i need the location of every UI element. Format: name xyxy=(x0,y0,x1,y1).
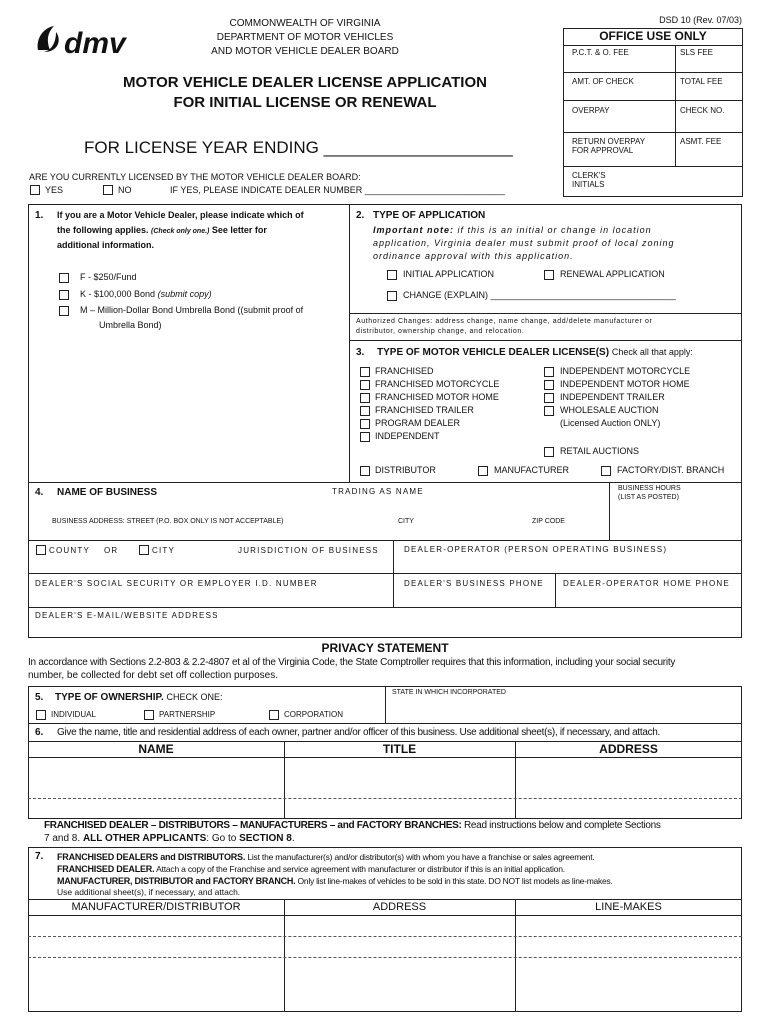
manufacturer-row-1[interactable] xyxy=(29,916,741,936)
agency-line-1: COMMONWEALTH OF VIRGINIA xyxy=(229,18,381,29)
agency-line-3: AND MOTOR VEHICLE DEALER BOARD xyxy=(211,46,399,57)
section-2-note-1: Important note: if this is an initial or change in location xyxy=(373,225,652,235)
option-f-label: F - $250/Fund xyxy=(80,272,137,282)
clerks-label: CLERK'S xyxy=(572,171,606,180)
license-independent: INDEPENDENT xyxy=(375,431,440,441)
section-3-number: 3. xyxy=(356,347,365,358)
jurisdiction-label: JURISDICTION OF BUSINESS xyxy=(238,546,379,555)
section-2-number: 2. xyxy=(356,210,365,221)
independent-motor-home-checkbox[interactable] xyxy=(544,380,554,390)
owner-row-1[interactable] xyxy=(29,758,741,798)
no-label: NO xyxy=(118,185,132,195)
manufacturer-row-3[interactable] xyxy=(29,958,741,1011)
office-use-title: OFFICE USE ONLY xyxy=(599,29,707,43)
col-address-header: ADDRESS xyxy=(599,742,658,756)
city-option-label: CITY xyxy=(152,546,176,555)
license-franchised-motorcycle: FRANCHISED MOTORCYCLE xyxy=(375,379,500,389)
license-franchised-motor-home: FRANCHISED MOTOR HOME xyxy=(375,392,499,402)
form-title-line-2: FOR INITIAL LICENSE OR RENEWAL xyxy=(173,94,437,111)
or-label: OR xyxy=(104,546,119,555)
section-4-title: NAME OF BUSINESS xyxy=(57,487,158,498)
license-manufacturer: MANUFACTURER xyxy=(494,465,570,475)
option-m-label-1: M – Million-Dollar Bond Umbrella Bond ((submit proof of xyxy=(80,305,304,315)
agency-line-2: DEPARTMENT OF MOTOR VEHICLES xyxy=(216,32,394,43)
section-2-note-3: ordinance approval with this application. xyxy=(373,251,574,261)
privacy-line-2: number, be collected for debt set off collection purposes. xyxy=(28,670,278,681)
independent-checkbox[interactable] xyxy=(360,432,370,442)
city-label: CITY xyxy=(398,518,414,525)
dealer-number-field[interactable]: IF YES, PLEASE INDICATE DEALER NUMBER ____________________________ xyxy=(170,185,505,195)
license-franchised: FRANCHISED xyxy=(375,366,434,376)
currently-licensed-question: ARE YOU CURRENTLY LICENSED BY THE MOTOR VEHICLE DEALER BOARD: xyxy=(29,172,361,182)
col-mfr-address-header: ADDRESS xyxy=(372,901,427,913)
franchised-motor-home-checkbox[interactable] xyxy=(360,393,370,403)
yes-checkbox[interactable] xyxy=(30,185,40,195)
license-independent-motorcycle: INDEPENDENT MOTORCYCLE xyxy=(560,366,691,376)
col-manufacturer-header: MANUFACTURER/DISTRIBUTOR xyxy=(71,901,241,913)
program-dealer-checkbox[interactable] xyxy=(360,419,370,429)
yes-label: YES xyxy=(45,185,64,195)
check-no-label: CHECK NO. xyxy=(680,106,725,115)
county-checkbox[interactable] xyxy=(36,545,46,555)
pct-fee-label: P.C.T. & O. FEE xyxy=(572,48,629,57)
section-7-line-1: FRANCHISED DEALERS and DISTRIBUTORS. List the manufacturer(s) and/or distributor(s) with whom you have a franchise or sales agreement. xyxy=(57,852,595,862)
trading-as-label: TRADING AS NAME xyxy=(332,487,424,496)
renewal-application-label: RENEWAL APPLICATION xyxy=(560,269,665,279)
corporation-checkbox[interactable] xyxy=(269,710,279,720)
section-2-title: TYPE OF APPLICATION xyxy=(373,210,486,221)
owner-row-2[interactable] xyxy=(29,799,741,818)
svg-text:dmv: dmv xyxy=(64,27,126,60)
section-7-line-4: Use additional sheet(s), if necessary, and attach. xyxy=(57,887,241,897)
change-checkbox[interactable] xyxy=(387,291,397,301)
zip-code-label: ZIP CODE xyxy=(532,518,565,525)
authorized-changes-1: Authorized Changes: address change, name change, add/delete manufacturer or xyxy=(356,318,653,325)
form-number: DSD 10 (Rev. 07/03) xyxy=(659,15,742,25)
independent-trailer-checkbox[interactable] xyxy=(544,393,554,403)
section-7-line-2: FRANCHISED DEALER. Attach a copy of the Franchise and service agreement with manufacturer or distributor if this is an initial application. xyxy=(57,864,565,874)
section-7-line-3: MANUFACTURER, DISTRIBUTOR and FACTORY BRANCH. Only list line-makes of vehicles to be sold in this state. DO NOT list models as line-makes. xyxy=(57,876,613,886)
wholesale-auction-checkbox[interactable] xyxy=(544,406,554,416)
sls-fee-label: SLS FEE xyxy=(680,48,713,57)
business-hours-note: (LIST AS POSTED) xyxy=(618,494,679,501)
col-title-header: TITLE xyxy=(382,742,417,756)
business-phone-label: DEALER'S BUSINESS PHONE xyxy=(404,579,544,588)
form-title-line-1: MOTOR VEHICLE DEALER LICENSE APPLICATION xyxy=(123,74,487,91)
section-7-number: 7. xyxy=(35,851,44,862)
license-program-dealer: PROGRAM DEALER xyxy=(375,418,461,428)
manufacturer-row-2[interactable] xyxy=(29,937,741,957)
change-explain-field[interactable]: CHANGE (EXPLAIN) _____________________________________ xyxy=(403,290,676,300)
business-address-label: BUSINESS ADDRESS: STREET (P.O. BOX ONLY IS NOT ACCEPTABLE) xyxy=(52,518,284,525)
option-k-checkbox[interactable] xyxy=(59,290,69,300)
section-1-line-2a: the following applies. (Check only one.) See letter for xyxy=(57,225,267,235)
dmv-logo xyxy=(34,20,152,60)
section-5-title: TYPE OF OWNERSHIP. CHECK ONE: xyxy=(55,692,223,703)
overpay-label: OVERPAY xyxy=(572,106,610,115)
col-line-makes-header: LINE-MAKES xyxy=(595,901,662,913)
asmt-fee-label: ASMT. FEE xyxy=(680,137,722,146)
license-independent-motor-home: INDEPENDENT MOTOR HOME xyxy=(560,379,690,389)
privacy-title: PRIVACY STATEMENT xyxy=(321,641,449,655)
no-checkbox[interactable] xyxy=(103,185,113,195)
email-label: DEALER'S E-MAIL/WEBSITE ADDRESS xyxy=(35,611,219,620)
section-1-line-3: additional information. xyxy=(57,240,154,250)
option-k-label: K - $100,000 Bond (submit copy) xyxy=(80,289,212,299)
for-approval-label: FOR APPROVAL xyxy=(572,146,634,155)
independent-motorcycle-checkbox[interactable] xyxy=(544,367,554,377)
distributor-checkbox[interactable] xyxy=(360,466,370,476)
section-6-instructions: Give the name, title and residential address of each owner, partner and/or officer of this business. Use additional sheet(s), if necessary, and attach. xyxy=(57,727,661,738)
licensed-auction-note: (Licensed Auction ONLY) xyxy=(560,418,661,428)
partnership-checkbox[interactable] xyxy=(144,710,154,720)
section-5-number: 5. xyxy=(35,692,44,703)
section-6-number: 6. xyxy=(35,727,44,738)
license-factory-branch: FACTORY/DIST. BRANCH xyxy=(617,465,725,475)
franchised-note-line-1: FRANCHISED DEALER – DISTRIBUTORS – MANUFACTURERS – and FACTORY BRANCHES: Read instructions below and complete Sections xyxy=(44,820,661,831)
amt-check-label: AMT. OF CHECK xyxy=(572,77,634,86)
franchised-trailer-checkbox[interactable] xyxy=(360,406,370,416)
dmv-logo-icon xyxy=(34,20,152,60)
section-3-title: TYPE OF MOTOR VEHICLE DEALER LICENSE(S) Check all that apply: xyxy=(377,347,693,358)
col-name-header: NAME xyxy=(138,742,174,756)
section-2-note-2: application, Virginia dealer must submit proof of local zoning xyxy=(373,238,675,248)
option-f-checkbox[interactable] xyxy=(59,273,69,283)
franchised-motorcycle-checkbox[interactable] xyxy=(360,380,370,390)
manufacturer-checkbox[interactable] xyxy=(478,466,488,476)
franchised-checkbox[interactable] xyxy=(360,367,370,377)
initials-label: INITIALS xyxy=(572,180,605,189)
dealer-operator-label: DEALER-OPERATOR (PERSON OPERATING BUSINESS) xyxy=(404,545,668,554)
ssn-label: DEALER'S SOCIAL SECURITY OR EMPLOYER I.D. NUMBER xyxy=(35,579,318,588)
initial-application-checkbox[interactable] xyxy=(387,270,397,280)
license-distributor: DISTRIBUTOR xyxy=(375,465,436,475)
individual-checkbox[interactable] xyxy=(36,710,46,720)
license-retail-auctions: RETAIL AUCTIONS xyxy=(560,446,640,456)
option-m-checkbox[interactable] xyxy=(59,306,69,316)
total-fee-label: TOTAL FEE xyxy=(680,77,723,86)
section-4-number: 4. xyxy=(35,487,44,498)
city-checkbox[interactable] xyxy=(139,545,149,555)
home-phone-label: DEALER-OPERATOR HOME PHONE xyxy=(563,579,730,588)
section-1-line-1: If you are a Motor Vehicle Dealer, please indicate which of xyxy=(57,210,304,220)
license-year-field[interactable]: FOR LICENSE YEAR ENDING ____________________ xyxy=(84,138,513,157)
option-m-label-2: Umbrella Bond) xyxy=(99,320,162,330)
factory-branch-checkbox[interactable] xyxy=(601,466,611,476)
authorized-changes-2: distributor, ownership change, and relocation. xyxy=(356,328,525,335)
license-franchised-trailer: FRANCHISED TRAILER xyxy=(375,405,474,415)
individual-label: INDIVIDUAL xyxy=(51,710,96,719)
state-incorporated-label: STATE IN WHICH INCORPORATED xyxy=(392,689,506,696)
business-hours-label: BUSINESS HOURS xyxy=(618,485,681,492)
county-label: COUNTY xyxy=(49,546,90,555)
retail-auctions-checkbox[interactable] xyxy=(544,447,554,457)
privacy-line-1: In accordance with Sections 2.2-803 & 2.2-4807 et al of the Virginia Code, the State Comptroller requires that this information, including your social security xyxy=(28,657,676,668)
return-overpay-label: RETURN OVERPAY xyxy=(572,137,646,146)
section-1-number: 1. xyxy=(35,210,44,221)
license-independent-trailer: INDEPENDENT TRAILER xyxy=(560,392,665,402)
initial-application-label: INITIAL APPLICATION xyxy=(403,269,495,279)
renewal-application-checkbox[interactable] xyxy=(544,270,554,280)
franchised-note-line-2: 7 and 8. ALL OTHER APPLICANTS: Go to SECTION 8. xyxy=(44,833,295,844)
partnership-label: PARTNERSHIP xyxy=(159,710,216,719)
license-wholesale-auction: WHOLESALE AUCTION xyxy=(560,405,659,415)
corporation-label: CORPORATION xyxy=(284,710,343,719)
